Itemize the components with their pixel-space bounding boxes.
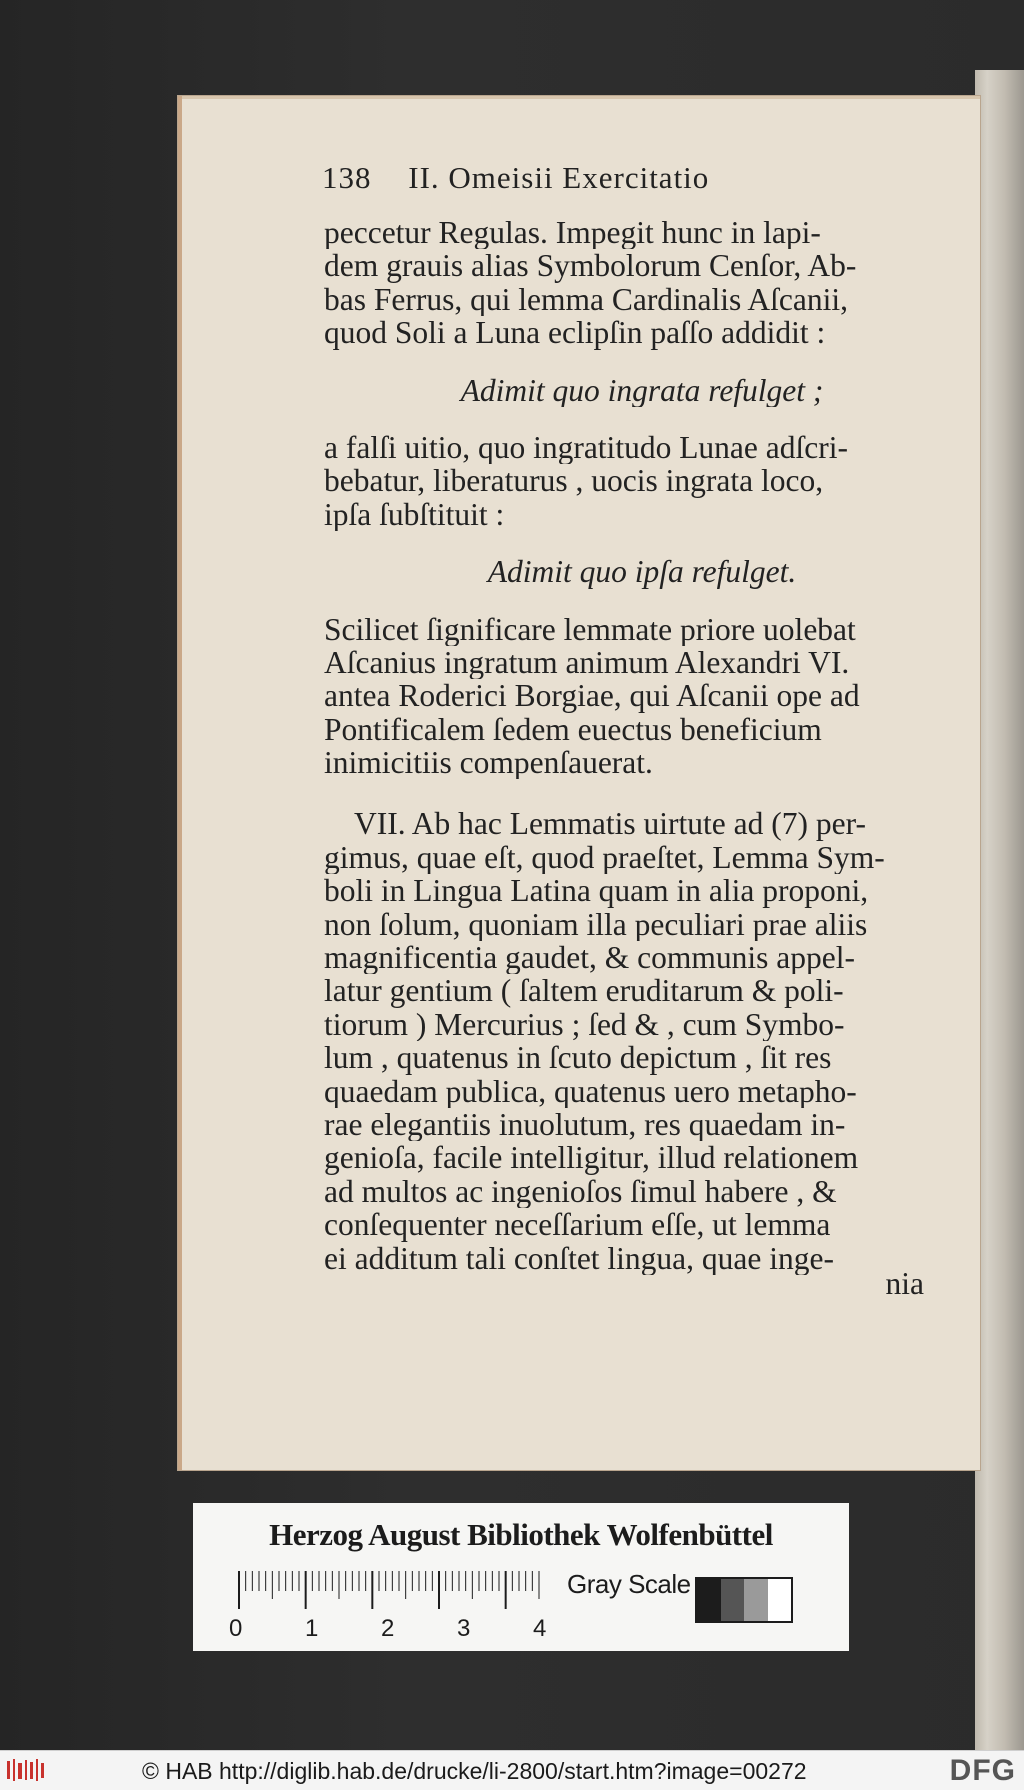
gray-swatch (721, 1579, 745, 1621)
measurement-ruler (235, 1571, 545, 1611)
line-gap (324, 407, 930, 431)
gray-swatch (697, 1579, 721, 1621)
text-line: lum , quatenus in ſcuto depictum , ſit res (324, 1041, 832, 1075)
text-line: latur gentium ( ſaltem eruditarum & poli- (324, 974, 844, 1008)
text-line: boli in Lingua Latina quam in alia proponi, (324, 874, 869, 908)
text-line: gimus, quae eſt, quod praeſtet, Lemma Sym- (324, 840, 885, 875)
running-title: II. Omeisii Exercitatio (408, 160, 710, 195)
text-line: Scilicet ſignificare lemmate priore uolebat (324, 612, 856, 646)
text-line: inimicitiis compenſauerat. (324, 746, 653, 780)
text-line: genioſa, facile intelligitur, illud relationem (324, 1141, 859, 1175)
gray-scale-label: Gray Scale (567, 1569, 691, 1599)
book-page (178, 96, 980, 1470)
text-line: ipſa ſubſtituit : (324, 497, 505, 532)
text-line: bas Ferrus, qui lemma Cardinalis Aſcanii, (324, 282, 849, 317)
text-line: magnificentia gaudet, & communis appel- (324, 941, 855, 975)
text-line: quaedam publica, quatenus uero metapho- (324, 1074, 857, 1108)
ruler-number: 4 (533, 1615, 547, 1642)
ruler-number: 0 (229, 1615, 243, 1642)
line-gap (324, 779, 930, 807)
text-line: antea Roderici Borgiae, qui Aſcanii ope ad (324, 679, 860, 713)
gray-scale-swatches (695, 1577, 793, 1623)
library-name: Herzog August Bibliothek Wolfenbüttel (269, 1517, 773, 1552)
line-gap (324, 350, 930, 374)
page-text (324, 216, 930, 1275)
color-target-card (193, 1503, 849, 1651)
text-line: tiorum ) Mercurius ; ſed & , cum Symbo- (324, 1007, 845, 1042)
adjacent-page-edge (975, 70, 1024, 1750)
text-line: Adimit quo ipſa refulget. (487, 555, 797, 589)
text-line: peccetur Regulas. Impegit hunc in lapi- (324, 216, 821, 250)
ruler-number: 3 (457, 1615, 471, 1642)
ruler-numbers (229, 1615, 549, 1643)
text-line: a falſi uitio, quo ingratitudo Lunae adſcri- (324, 430, 848, 465)
text-line: non ſolum, quoniam illa peculiari prae aliis (324, 907, 868, 942)
running-header (322, 160, 842, 200)
line-gap (324, 531, 930, 555)
viewer-footer (0, 1750, 1024, 1790)
text-line: conſequenter neceſſarium eſſe, ut lemma (324, 1208, 831, 1242)
text-line: VII. Ab hac Lemmatis uirtute ad (7) per- (354, 807, 866, 841)
gray-swatch (768, 1579, 792, 1621)
page-number: 138 (322, 160, 372, 195)
gray-swatch (744, 1579, 768, 1621)
text-line: quod Soli a Luna eclipſin paſſo addidit : (324, 316, 826, 350)
line-gap (324, 589, 930, 613)
text-line: Aſcanius ingratum animum Alexandri VI. (324, 645, 850, 680)
catchword: nia (885, 1266, 924, 1301)
text-line: Adimit quo ingrata refulget ; (460, 373, 824, 407)
text-line: Pontificalem ſedem euectus beneficium (324, 712, 822, 747)
text-line: bebatur, liberaturus , uocis ingrata loco, (324, 464, 824, 498)
dfg-logo: DFG (949, 1754, 1016, 1787)
text-line: rae elegantiis inuolutum, res quaedam in- (324, 1107, 846, 1142)
copyright-link[interactable]: © HAB http://diglib.hab.de/drucke/li-2800/start.htm?image=00272 (142, 1758, 807, 1784)
text-line: ad multos ac ingenioſos ſimul habere , & (324, 1174, 837, 1209)
ruler-number: 2 (381, 1615, 395, 1642)
text-line: ei additum tali conſtet lingua, quae inge- (324, 1241, 834, 1275)
ruler-number: 1 (305, 1615, 319, 1642)
text-line: dem grauis alias Symbolorum Cenſor, Ab- (324, 249, 857, 283)
barcode-logo-icon (6, 1757, 46, 1783)
